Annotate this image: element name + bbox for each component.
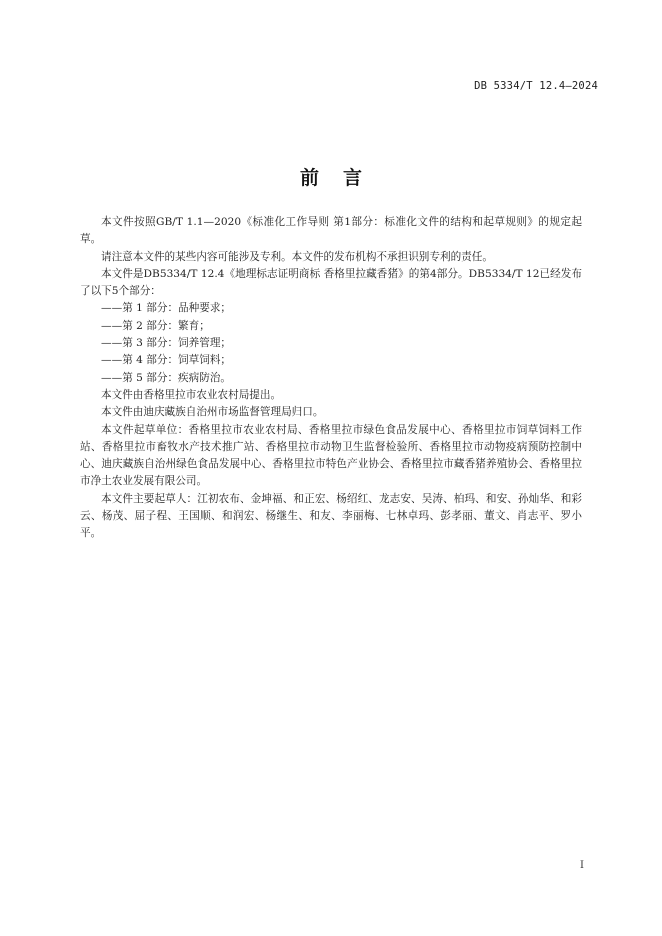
paragraph-drafters: 本文件主要起草人：江初农布、金坤福、和正宏、杨绍红、龙志安、吴涛、柏玛、和安、孙灿华、和彩云、杨茂、屈子程、王国顺、和润宏、杨继生、和友、李丽梅、七林卓玛、彭孝丽、董文、肖志平、罗小平。 [80, 492, 582, 540]
foreword-body [80, 214, 582, 543]
list-item-part-4: ——第 4 部分：饲草饲料； [101, 354, 232, 367]
paragraph-part-overview: 本文件是DB5334/T 12.4《地理标志证明商标 香格里拉藏香猪》的第4部分。DB5334/T 12已经发布了以下5个部分： [80, 267, 582, 298]
list-item-part-1: ——第 1 部分：品种要求； [101, 302, 232, 315]
page-number: I [580, 860, 584, 871]
paragraph-drafting-units: 本文件起草单位：香格里拉市农业农村局、香格里拉市绿色食品发展中心、香格里拉市饲草饲料工作站、香格里拉市畜牧水产技术推广站、香格里拉市动物卫生监督检验所、香格里拉市动物疫病预防控制中心、迪庆藏族自治州绿色食品发展中心、香格里拉市特色产业协会、香格里拉市藏香猪养殖协会、香格里拉市净土农业发展有限公司。 [80, 423, 582, 488]
paragraph-drafting-rules: 本文件按照GB/T 1.1—2020《标准化工作导则 第1部分：标准化文件的结构和起草规则》的规定起草。 [80, 216, 582, 246]
paragraph-patent-notice: 请注意本文件的某些内容可能涉及专利。本文件的发布机构不承担识别专利的责任。 [101, 250, 493, 263]
paragraph-administrator: 本文件由迪庆藏族自治州市场监督管理局归口。 [101, 406, 324, 419]
list-item-part-3: ——第 3 部分：饲养管理； [101, 337, 232, 350]
page-title: 前言 [299, 167, 386, 189]
list-item-part-5: ——第 5 部分：疾病防治。 [101, 371, 232, 384]
list-item-part-2: ——第 2 部分：繁育； [101, 319, 210, 332]
paragraph-proposer: 本文件由香格里拉市农业农村局提出。 [101, 388, 282, 401]
document-code: DB 5334/T 12.4—2024 [474, 80, 598, 92]
